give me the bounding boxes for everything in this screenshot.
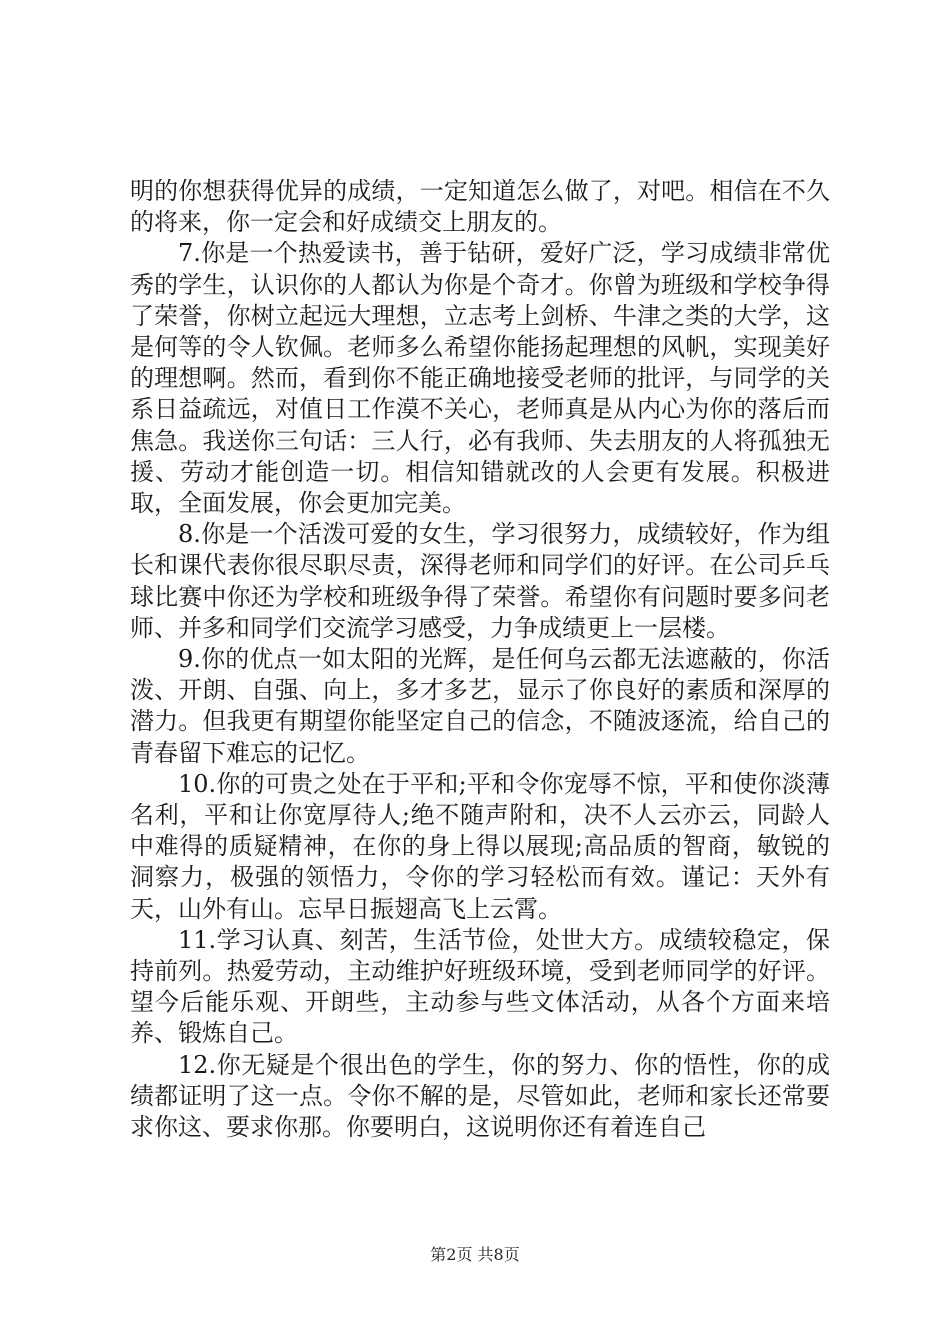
paragraph-item-7: 7.你是一个热爱读书，善于钻研，爱好广泛，学习成绩非常优秀的学生，认识你的人都认为你是个奇才。你曾为班级和学校争得了荣誉，你树立起远大理想，立志考上剑桥、牛津之类的大学，这是何等的令人钦佩。老师多么希望你能扬起理想的风帆，实现美好的理想啊。然而，看到你不能正确地接受老师的批评，与同学的关系日益疏远，对值日工作漠不关心，老师真是从内心为你的落后而焦急。我送你三句话：三人行，必有我师、失去朋友的人将孤独无援、劳动才能创造一切。相信知错就改的人会更有发展。积极进取，全面发展，你会更加完美。	[130, 239, 830, 518]
paragraph-item-9: 9.你的优点一如太阳的光辉，是任何乌云都无法遮蔽的，你活泼、开朗、自强、向上，多才多艺，显示了你良好的素质和深厚的潜力。但我更有期望你能坚定自己的信念，不随波逐流，给自己的青春留下难忘的记忆。	[130, 645, 830, 767]
page-number-footer: 第2页 共8页	[430, 1245, 520, 1264]
paragraph-item-11: 11.学习认真、刻苦，生活节俭，处世大方。成绩较稳定，保持前列。热爱劳动，主动维护好班级环境，受到老师同学的好评。望今后能乐观、开朗些，主动参与些文体活动，从各个方面来培养、锻炼自己。	[130, 925, 830, 1048]
paragraph-item-10: 10.你的可贵之处在于平和;平和令你宠辱不惊，平和使你淡薄名利，平和让你宽厚待人;绝不随声附和，决不人云亦云，同龄人中难得的质疑精神，在你的身上得以展现;高品质的智商，敏锐的洞察力，极强的领悟力，令你的学习轻松而有效。谨记：天外有天，山外有山。忘早日振翅高飞上云霄。	[130, 769, 830, 923]
document-body	[130, 176, 830, 1143]
paragraph-item-12: 12.你无疑是个很出色的学生，你的努力、你的悟性，你的成绩都证明了这一点。令你不解的是，尽管如此，老师和家长还常要求你这、要求你那。你要明白，这说明你还有着连自己	[130, 1050, 830, 1142]
paragraph-item-8: 8.你是一个活泼可爱的女生，学习很努力，成绩较好，作为组长和课代表你很尽职尽责，深得老师和同学们的好评。在公司乒乓球比赛中你还为学校和班级争得了荣誉。希望你有问题时要多问老师、并多和同学们交流学习感受，力争成绩更上一层楼。	[130, 520, 830, 642]
paragraph-continuation: 明的你想获得优异的成绩，一定知道怎么做了，对吧。相信在不久的将来，你一定会和好成绩交上朋友的。	[130, 177, 830, 237]
